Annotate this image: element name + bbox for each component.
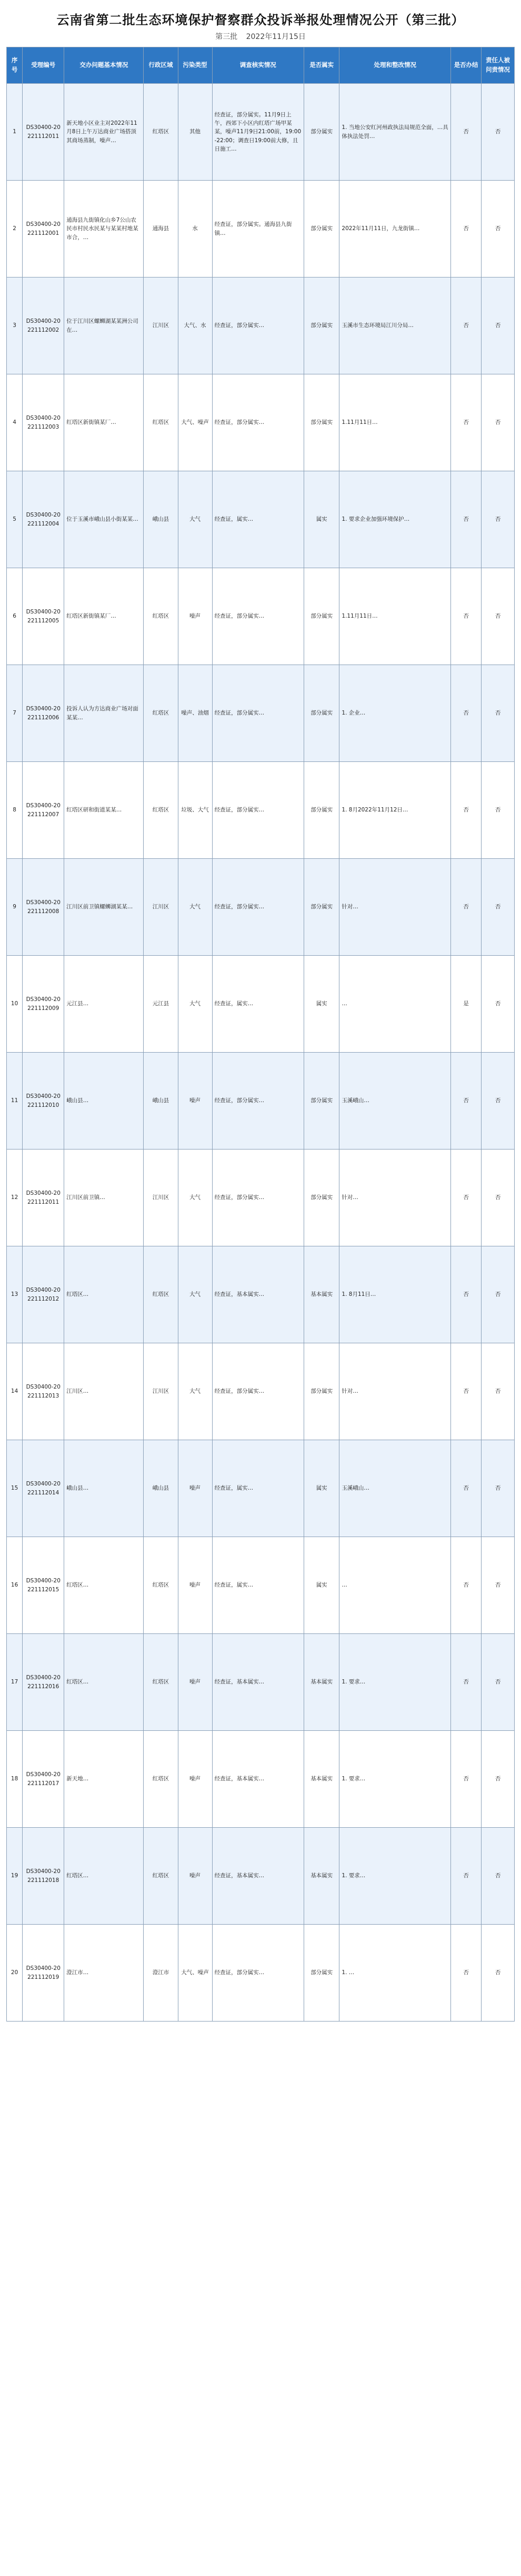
header-cell: 污染类型 xyxy=(178,47,212,84)
row-result: 针对… xyxy=(339,1150,451,1246)
row-content: 通海县九街镇化山乡7公山农民市村民水民某与某某村地某市合，… xyxy=(64,181,144,278)
row-verify: 经查证，部分属实。11月9日上午，西郊下小区内红塔广场甲某某，噪声11月9日21:00前，19:00-22:00；调查日19:00前大修，且日施工… xyxy=(212,84,304,181)
row-accountability: 否 xyxy=(482,1925,515,2022)
row-result: 1. 要求… xyxy=(339,1828,451,1925)
row-code: DS30400-20221112003 xyxy=(23,374,64,471)
row-region: 红塔区 xyxy=(144,1731,178,1828)
row-verify: 经查证，基本属实… xyxy=(212,1731,304,1828)
row-closed: 否 xyxy=(451,568,482,665)
table-row xyxy=(7,181,515,278)
row-true: 部分属实 xyxy=(304,278,339,374)
row-true: 部分属实 xyxy=(304,665,339,762)
row-closed: 否 xyxy=(451,665,482,762)
row-code: DS30400-20221112007 xyxy=(23,762,64,859)
row-closed: 否 xyxy=(451,762,482,859)
table-row xyxy=(7,471,515,568)
row-content: 红塔区新街镇某厂… xyxy=(64,374,144,471)
row-content: 位于玉溪市峨山县小街某某… xyxy=(64,471,144,568)
row-closed: 是 xyxy=(451,956,482,1053)
row-number: 6 xyxy=(7,568,23,665)
row-verify: 经查证，部分属实… xyxy=(212,859,304,956)
row-region: 通海县 xyxy=(144,181,178,278)
row-closed: 否 xyxy=(451,374,482,471)
row-region: 江川区 xyxy=(144,1343,178,1440)
row-number: 4 xyxy=(7,374,23,471)
row-type: 大气、水 xyxy=(178,278,212,374)
row-result: 1. 8月2022年11月12日… xyxy=(339,762,451,859)
row-content: 新天地小区业主对2022年11月8日上午万达商业广场搭顶其商场蒸制，噪声… xyxy=(64,84,144,181)
table-row xyxy=(7,278,515,374)
row-accountability: 否 xyxy=(482,1343,515,1440)
row-result: 1. … xyxy=(339,1925,451,2022)
row-region: 峨山县 xyxy=(144,1440,178,1537)
table-row xyxy=(7,762,515,859)
row-accountability: 否 xyxy=(482,665,515,762)
row-type: 噪声 xyxy=(178,568,212,665)
page-subtitle xyxy=(0,31,521,42)
row-number: 3 xyxy=(7,278,23,374)
row-code: DS30400-20221112010 xyxy=(23,1053,64,1150)
row-code: DS30400-20221112018 xyxy=(23,1828,64,1925)
table-row xyxy=(7,859,515,956)
table-row xyxy=(7,1440,515,1537)
table-row xyxy=(7,374,515,471)
row-verify: 经查证，基本属实… xyxy=(212,1828,304,1925)
row-accountability: 否 xyxy=(482,1053,515,1150)
row-verify: 经查证，部分属实… xyxy=(212,374,304,471)
row-true: 部分属实 xyxy=(304,859,339,956)
row-type: 大气 xyxy=(178,1150,212,1246)
row-code: DS30400-20221112014 xyxy=(23,1440,64,1537)
row-verify: 经查证，部分属实… xyxy=(212,278,304,374)
header-cell: 是否办结 xyxy=(451,47,482,84)
row-verify: 经查证，属实… xyxy=(212,1537,304,1634)
row-true: 基本属实 xyxy=(304,1828,339,1925)
row-region: 江川区 xyxy=(144,859,178,956)
row-region: 红塔区 xyxy=(144,1634,178,1731)
row-content: 新天地… xyxy=(64,1731,144,1828)
row-content: 投诉人认为方达商业广场对面某某… xyxy=(64,665,144,762)
table-row xyxy=(7,568,515,665)
row-code: DS30400-20221112002 xyxy=(23,278,64,374)
header-cell: 是否属实 xyxy=(304,47,339,84)
row-accountability: 否 xyxy=(482,84,515,181)
table-row xyxy=(7,1731,515,1828)
row-closed: 否 xyxy=(451,181,482,278)
row-closed: 否 xyxy=(451,1731,482,1828)
row-number: 2 xyxy=(7,181,23,278)
row-code: DS30400-20221112008 xyxy=(23,859,64,956)
row-type: 大气、噪声 xyxy=(178,1925,212,2022)
row-true: 部分属实 xyxy=(304,181,339,278)
row-number: 10 xyxy=(7,956,23,1053)
row-number: 12 xyxy=(7,1150,23,1246)
row-verify: 经查证，属实… xyxy=(212,471,304,568)
row-number: 11 xyxy=(7,1053,23,1150)
row-accountability: 否 xyxy=(482,568,515,665)
row-region: 峨山县 xyxy=(144,1053,178,1150)
table-row xyxy=(7,84,515,181)
header-cell: 受理编号 xyxy=(23,47,64,84)
row-region: 红塔区 xyxy=(144,665,178,762)
row-region: 红塔区 xyxy=(144,762,178,859)
row-type: 水 xyxy=(178,181,212,278)
header-cell: 行政区域 xyxy=(144,47,178,84)
row-code: DS30400-20221112004 xyxy=(23,471,64,568)
row-number: 14 xyxy=(7,1343,23,1440)
row-result: 针对… xyxy=(339,859,451,956)
row-code: DS30400-20221112011 xyxy=(23,84,64,181)
row-region: 元江县 xyxy=(144,956,178,1053)
row-number: 9 xyxy=(7,859,23,956)
row-region: 红塔区 xyxy=(144,84,178,181)
row-content: 红塔区新街镇某厂… xyxy=(64,568,144,665)
row-type: 噪声 xyxy=(178,1634,212,1731)
table-row xyxy=(7,1925,515,2022)
row-true: 部分属实 xyxy=(304,84,339,181)
row-true: 基本属实 xyxy=(304,1634,339,1731)
row-number: 15 xyxy=(7,1440,23,1537)
row-content: 澄江市… xyxy=(64,1925,144,2022)
row-closed: 否 xyxy=(451,1343,482,1440)
row-type: 其他 xyxy=(178,84,212,181)
row-region: 红塔区 xyxy=(144,1828,178,1925)
row-content: 红塔区研和街道某某… xyxy=(64,762,144,859)
row-content: 江川区前卫镇… xyxy=(64,1150,144,1246)
row-code: DS30400-20221112005 xyxy=(23,568,64,665)
row-true: 属实 xyxy=(304,1537,339,1634)
row-number: 13 xyxy=(7,1246,23,1343)
row-verify: 经查证，部分属实… xyxy=(212,762,304,859)
row-verify: 经查证，基本属实… xyxy=(212,1634,304,1731)
table-row xyxy=(7,1537,515,1634)
row-number: 18 xyxy=(7,1731,23,1828)
row-result: 玉溪峨山… xyxy=(339,1440,451,1537)
publish-date: 2022年11月15日 xyxy=(246,33,306,41)
row-number: 19 xyxy=(7,1828,23,1925)
row-verify: 经查证，基本属实… xyxy=(212,1246,304,1343)
row-result: 1. 当地公安红河州政执法局规范全面，…具体执法处罚… xyxy=(339,84,451,181)
row-closed: 否 xyxy=(451,1925,482,2022)
row-closed: 否 xyxy=(451,1150,482,1246)
row-true: 属实 xyxy=(304,471,339,568)
header-cell: 调查核实情况 xyxy=(212,47,304,84)
row-number: 20 xyxy=(7,1925,23,2022)
header-cell: 交办问题基本情况 xyxy=(64,47,144,84)
row-code: DS30400-20221112015 xyxy=(23,1537,64,1634)
row-content: 江川区… xyxy=(64,1343,144,1440)
row-accountability: 否 xyxy=(482,471,515,568)
row-code: DS30400-20221112017 xyxy=(23,1731,64,1828)
row-content: 红塔区… xyxy=(64,1634,144,1731)
row-number: 16 xyxy=(7,1537,23,1634)
row-content: 峨山县… xyxy=(64,1440,144,1537)
row-true: 部分属实 xyxy=(304,1053,339,1150)
table-row xyxy=(7,1150,515,1246)
row-verify: 经查证，属实… xyxy=(212,956,304,1053)
row-code: DS30400-20221112016 xyxy=(23,1634,64,1731)
row-type: 大气 xyxy=(178,1246,212,1343)
row-closed: 否 xyxy=(451,1537,482,1634)
complaints-table xyxy=(6,47,515,2022)
row-type: 大气 xyxy=(178,1343,212,1440)
row-true: 部分属实 xyxy=(304,1150,339,1246)
table-row xyxy=(7,1343,515,1440)
row-type: 大气、噪声 xyxy=(178,374,212,471)
row-number: 8 xyxy=(7,762,23,859)
row-verify: 经查证，部分属实。通海县九街镇… xyxy=(212,181,304,278)
row-result: 1.11月11日… xyxy=(339,568,451,665)
row-closed: 否 xyxy=(451,471,482,568)
header-cell: 序号 xyxy=(7,47,23,84)
row-region: 峨山县 xyxy=(144,471,178,568)
row-result: 玉溪峨山… xyxy=(339,1053,451,1150)
row-result: 1. 企业… xyxy=(339,665,451,762)
row-result: 1.11月11日… xyxy=(339,374,451,471)
row-type: 垃圾、大气 xyxy=(178,762,212,859)
row-region: 江川区 xyxy=(144,278,178,374)
row-verify: 经查证，部分属实… xyxy=(212,1925,304,2022)
row-verify: 经查证，属实… xyxy=(212,1440,304,1537)
row-content: 元江县… xyxy=(64,956,144,1053)
row-true: 部分属实 xyxy=(304,1925,339,2022)
table-header-row xyxy=(7,47,515,84)
row-accountability: 否 xyxy=(482,1634,515,1731)
row-accountability: 否 xyxy=(482,1246,515,1343)
row-closed: 否 xyxy=(451,84,482,181)
row-type: 噪声 xyxy=(178,1440,212,1537)
row-verify: 经查证，部分属实… xyxy=(212,1053,304,1150)
row-region: 红塔区 xyxy=(144,1537,178,1634)
row-code: DS30400-20221112001 xyxy=(23,181,64,278)
row-result: 1. 要求企业加强环境保护… xyxy=(339,471,451,568)
row-result: 1. 要求… xyxy=(339,1634,451,1731)
row-true: 部分属实 xyxy=(304,374,339,471)
row-result: 1. 8月11日… xyxy=(339,1246,451,1343)
row-region: 红塔区 xyxy=(144,1246,178,1343)
row-accountability: 否 xyxy=(482,1150,515,1246)
row-closed: 否 xyxy=(451,278,482,374)
row-accountability: 否 xyxy=(482,181,515,278)
row-result: 2022年11月11日，九龙街镇… xyxy=(339,181,451,278)
row-type: 大气 xyxy=(178,471,212,568)
row-accountability: 否 xyxy=(482,1731,515,1828)
table-row xyxy=(7,1053,515,1150)
header-cell: 责任人被问责情况 xyxy=(482,47,515,84)
row-type: 噪声 xyxy=(178,1828,212,1925)
row-true: 部分属实 xyxy=(304,1343,339,1440)
row-result: … xyxy=(339,1537,451,1634)
row-accountability: 否 xyxy=(482,278,515,374)
row-closed: 否 xyxy=(451,1828,482,1925)
row-verify: 经查证，部分属实… xyxy=(212,1343,304,1440)
row-accountability: 否 xyxy=(482,1537,515,1634)
row-verify: 经查证，部分属实… xyxy=(212,665,304,762)
row-content: 红塔区… xyxy=(64,1537,144,1634)
row-true: 基本属实 xyxy=(304,1246,339,1343)
row-content: 峨山县… xyxy=(64,1053,144,1150)
row-number: 7 xyxy=(7,665,23,762)
row-result: 玉溪市生态环境局江川分局… xyxy=(339,278,451,374)
row-true: 部分属实 xyxy=(304,762,339,859)
row-result: 针对… xyxy=(339,1343,451,1440)
row-code: DS30400-20221112006 xyxy=(23,665,64,762)
row-type: 噪声、油烟 xyxy=(178,665,212,762)
row-region: 红塔区 xyxy=(144,568,178,665)
table-row xyxy=(7,1246,515,1343)
table-row xyxy=(7,1828,515,1925)
row-number: 1 xyxy=(7,84,23,181)
row-region: 澄江市 xyxy=(144,1925,178,2022)
row-content: 红塔区… xyxy=(64,1828,144,1925)
row-accountability: 否 xyxy=(482,762,515,859)
row-content: 红塔区… xyxy=(64,1246,144,1343)
header-cell: 处理和整改情况 xyxy=(339,47,451,84)
row-true: 属实 xyxy=(304,1440,339,1537)
row-closed: 否 xyxy=(451,1246,482,1343)
row-closed: 否 xyxy=(451,1053,482,1150)
row-region: 江川区 xyxy=(144,1150,178,1246)
row-result: 1. 要求… xyxy=(339,1731,451,1828)
row-closed: 否 xyxy=(451,1440,482,1537)
row-type: 噪声 xyxy=(178,1537,212,1634)
row-type: 噪声 xyxy=(178,1053,212,1150)
row-verify: 经查证，部分属实… xyxy=(212,1150,304,1246)
row-content: 江川区前卫镇螺蛳湖某某… xyxy=(64,859,144,956)
row-accountability: 否 xyxy=(482,1828,515,1925)
row-accountability: 否 xyxy=(482,1440,515,1537)
row-number: 5 xyxy=(7,471,23,568)
table-row xyxy=(7,665,515,762)
row-verify: 经查证，部分属实… xyxy=(212,568,304,665)
row-accountability: 否 xyxy=(482,859,515,956)
row-code: DS30400-20221112009 xyxy=(23,956,64,1053)
table-row xyxy=(7,1634,515,1731)
row-number: 17 xyxy=(7,1634,23,1731)
table-row xyxy=(7,956,515,1053)
row-type: 噪声 xyxy=(178,1731,212,1828)
row-accountability: 否 xyxy=(482,956,515,1053)
row-content: 位于江川区螺蛳湖某某洲公司在… xyxy=(64,278,144,374)
row-closed: 否 xyxy=(451,1634,482,1731)
row-type: 大气 xyxy=(178,859,212,956)
row-code: DS30400-20221112011 xyxy=(23,1150,64,1246)
row-code: DS30400-20221112019 xyxy=(23,1925,64,2022)
batch-label: 第三批 xyxy=(215,33,238,41)
row-true: 部分属实 xyxy=(304,568,339,665)
row-true: 属实 xyxy=(304,956,339,1053)
row-region: 红塔区 xyxy=(144,374,178,471)
row-accountability: 否 xyxy=(482,374,515,471)
row-type: 大气 xyxy=(178,956,212,1053)
row-result: … xyxy=(339,956,451,1053)
row-code: DS30400-20221112012 xyxy=(23,1246,64,1343)
row-code: DS30400-20221112013 xyxy=(23,1343,64,1440)
row-closed: 否 xyxy=(451,859,482,956)
page-title: 云南省第二批生态环境保护督察群众投诉举报处理情况公开（第三批） xyxy=(56,13,465,27)
row-true: 基本属实 xyxy=(304,1731,339,1828)
